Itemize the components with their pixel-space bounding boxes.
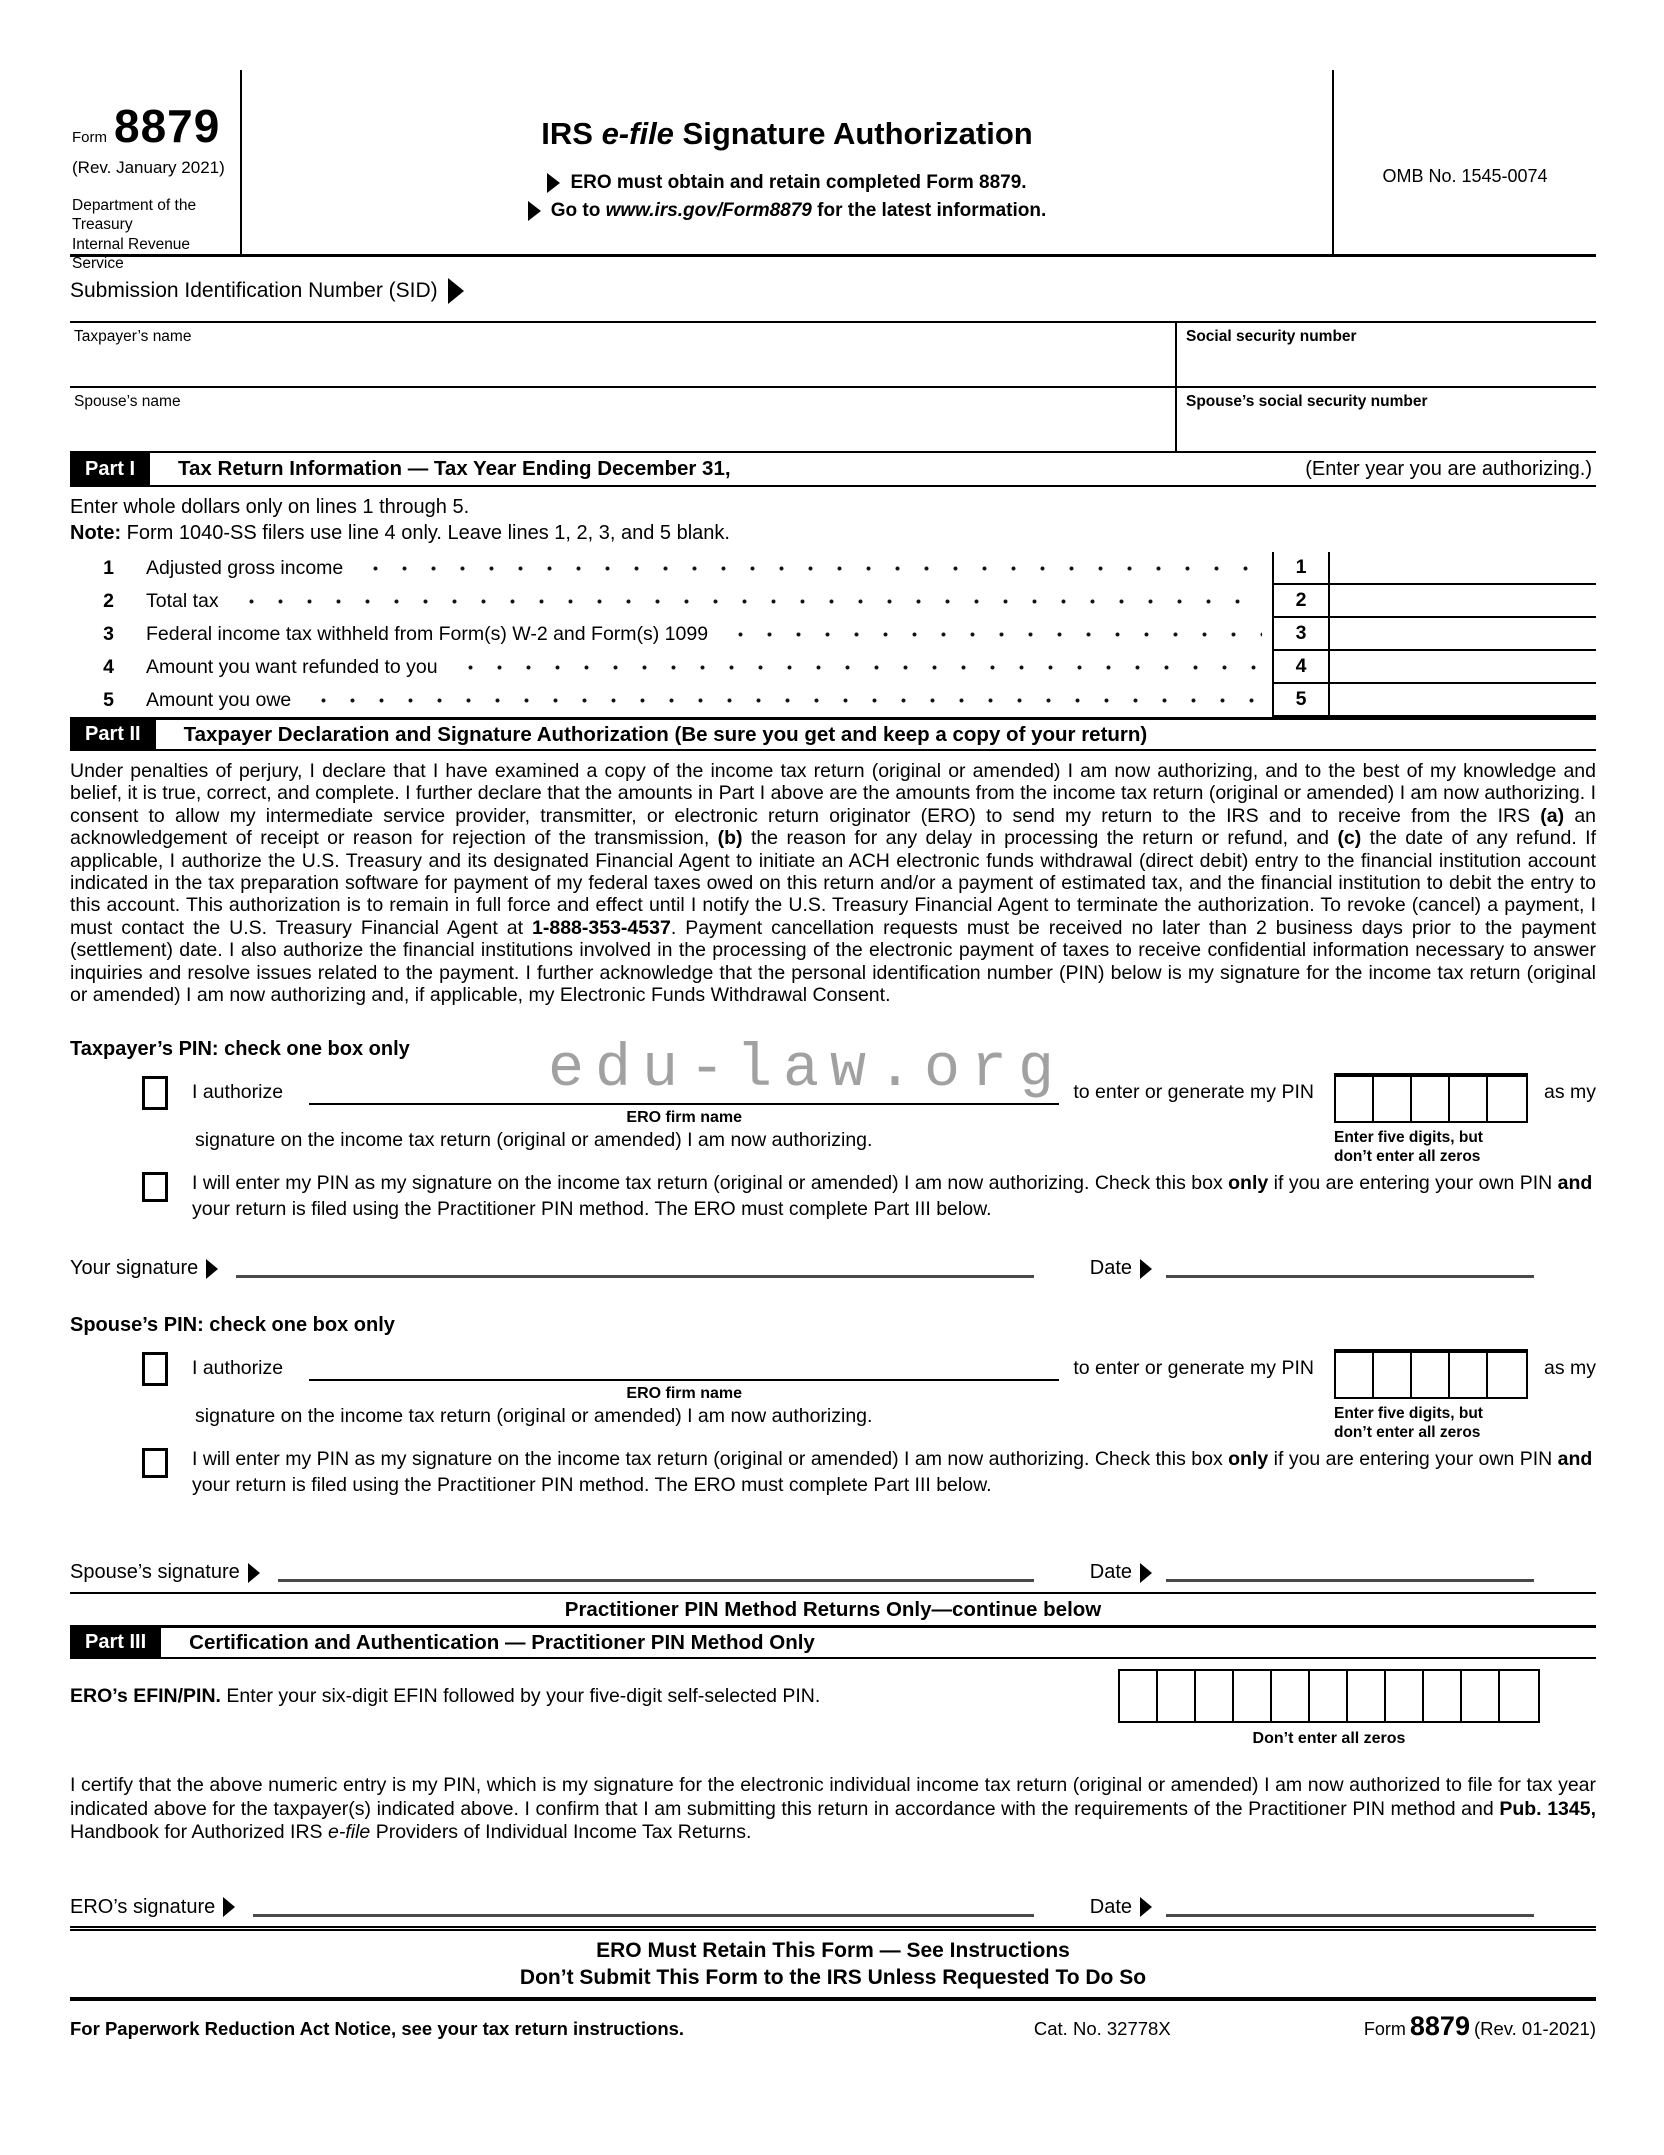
line-number: 5 (103, 689, 114, 711)
line-number-box: 3 (1272, 618, 1330, 651)
line-number: 2 (103, 590, 114, 612)
efin-pin-box (1118, 1669, 1540, 1723)
line-amount-input[interactable] (1330, 684, 1596, 717)
spouse-self-pin-text: I will enter my PIN as my signature on the income tax return (original or amended) I am now authorizing. Check this box only if you are entering your own PIN and your return is filed using the Practitioner PIN method. The ERO must complete Part III below. (192, 1448, 1593, 1497)
part2-header (70, 717, 1596, 751)
line-amount-input[interactable] (1330, 552, 1596, 585)
line-label: Federal income tax withheld from Form(s) W-2 and Form(s) 1099 (146, 623, 709, 645)
ero-firm-name-label: ERO firm name (626, 1109, 742, 1127)
spouse-pin-heading: Spouse’s PIN: check one box only (70, 1314, 395, 1337)
spouse-signature-date-input[interactable] (1166, 1556, 1534, 1582)
dot-leader (357, 552, 1262, 585)
footer-form-number: 8879 (1409, 2010, 1470, 2041)
paperwork-notice: For Paperwork Reduction Act Notice, see your tax return instructions. (70, 2017, 685, 2039)
footer-form-id (1364, 2011, 1596, 2042)
retain-line-1: ERO Must Retain This Form — See Instructions (596, 1938, 1070, 1962)
date-label: Date (1089, 1895, 1132, 1918)
sid-arrow-icon (448, 278, 464, 304)
part1-lines (70, 552, 1596, 717)
efin-lead: ERO’s EFIN/PIN. (70, 1685, 221, 1708)
taxpayer-name-label: Taxpayer’s name (74, 328, 192, 345)
part1-year-note: (Enter year you are authorizing.) (1305, 457, 1592, 480)
taxpayer-pin-cell[interactable] (1450, 1077, 1488, 1121)
taxpayer-authorize-checkbox[interactable] (142, 1076, 168, 1110)
efin-pin-cell[interactable] (1310, 1671, 1348, 1721)
spouse-self-pin-checkbox[interactable] (142, 1448, 168, 1478)
form-title: IRS e-file Signature Authorization (541, 116, 1033, 151)
sid-label: Submission Identification Number (SID) (70, 279, 438, 302)
agency-line-2: Internal Revenue Service (72, 235, 191, 273)
revision-date: (Rev. January 2021) (72, 158, 225, 177)
date-arrow-icon (1140, 1563, 1152, 1583)
date-arrow-icon (1140, 1897, 1152, 1917)
ero-signature-input[interactable] (253, 1891, 1033, 1917)
signature-arrow-icon (248, 1563, 260, 1583)
spouse-pin-cell[interactable] (1412, 1353, 1450, 1397)
efin-pin-cell[interactable] (1234, 1671, 1272, 1721)
date-label: Date (1089, 1257, 1132, 1280)
form-header (70, 70, 1596, 273)
line-number-box: 5 (1272, 684, 1330, 717)
dot-leader (305, 684, 1262, 717)
line-number-box: 4 (1272, 651, 1330, 684)
line-row-3 (70, 618, 1596, 651)
date-arrow-icon (1140, 1259, 1152, 1279)
spouse-ero-firm-name-input[interactable] (309, 1349, 1059, 1381)
page-footer (70, 2001, 1596, 2042)
line-row-1 (70, 552, 1596, 585)
taxpayer-pin-cell[interactable] (1374, 1077, 1412, 1121)
taxpayer-pin-cell[interactable] (1488, 1077, 1526, 1121)
efin-pin-cell[interactable] (1196, 1671, 1234, 1721)
efin-pin-cell[interactable] (1500, 1671, 1538, 1721)
taxpayer-self-pin-checkbox[interactable] (142, 1172, 168, 1202)
authorize-suffix: to enter or generate my PIN (1073, 1357, 1314, 1380)
agency-line-1: Department of the Treasury (72, 197, 197, 234)
authorize-label: I authorize (192, 1081, 284, 1104)
efin-instruction (70, 1669, 820, 1708)
ero-firm-name-input[interactable] (309, 1073, 1059, 1105)
spouse-pin-cell[interactable] (1336, 1353, 1374, 1397)
part1-title: Tax Return Information — Tax Year Ending December 31, (178, 457, 731, 480)
spouse-pin-box (1334, 1349, 1528, 1399)
practitioner-banner: Practitioner PIN Method Returns Only—continue below (70, 1592, 1596, 1625)
dot-leader (452, 651, 1262, 684)
authorize-suffix: to enter or generate my PIN (1073, 1081, 1314, 1104)
line-row-4 (70, 651, 1596, 684)
ssn-label: Social security number (1186, 328, 1357, 345)
efin-text: Enter your six-digit EFIN followed by your five-digit self-selected PIN. (220, 1685, 821, 1708)
line-amount-input[interactable] (1330, 618, 1596, 651)
note-label: Note: (70, 522, 122, 544)
spouse-signature-row (70, 1556, 1596, 1586)
spouse-name-label: Spouse’s name (74, 393, 181, 410)
efin-pin-cell[interactable] (1348, 1671, 1386, 1721)
sid-row (70, 257, 1596, 323)
retain-line-2: Don’t Submit This Form to the IRS Unless Requested To Do So (519, 1965, 1147, 1989)
spouse-name-field[interactable] (70, 388, 1175, 453)
spouse-pin-cell[interactable] (1374, 1353, 1412, 1397)
spouse-ssn-field[interactable] (1175, 388, 1596, 453)
efin-pin-cell[interactable] (1120, 1671, 1158, 1721)
bullet-arrow-icon (547, 173, 560, 193)
omb-block (1332, 70, 1596, 254)
line-row-5 (70, 684, 1596, 717)
spouse-signature-label: Spouse’s signature (70, 1561, 240, 1584)
declaration-paragraph: Under penalties of perjury, I declare that I have examined a copy of the income tax return (original or amended) I am now authorizing, and to the best of my knowledge and belief, it is true, correct, and complete. I further declare that the amounts in Part I above are the amounts from the income tax return (original or amended) I am now authorizing. I consent to allow my intermediate service provider, transmitter, or electronic return originator (ERO) to send my return to the IRS and to receive from the IRS (a) an acknowledgement of receipt or reason for rejection of the transmission, (b) the reason for any delay in processing the return or refund, and (c) the date of any refund. If applicable, I authorize the U.S. Treasury and its designated Financial Agent to initiate an ACH electronic funds withdrawal (direct debit) entry to the financial institution account indicated in the tax preparation software for payment of my federal taxes owed on this return and/or a payment of estimated tax, and the financial institution to debit the entry to this account. This authorization is to remain in full force and effect until I notify the U.S. Treasury Financial Agent to terminate the authorization. To revoke (cancel) a payment, I must contact the U.S. Treasury Financial Agent at 1-888-353-4537. Payment cancellation requests must be received no later than 2 business days prior to the payment (settlement) date. I also authorize the financial institutions involved in the processing of the electronic payment of taxes to receive confidential information necessary to answer inquiries and resolve issues related to the payment. I further acknowledge that the personal identification number (PIN) below is my signature for the income tax return (original or amended) I am now authorizing and, if applicable, my Electronic Funds Withdrawal Consent. (70, 760, 1597, 1007)
ero-signature-date-input[interactable] (1166, 1891, 1534, 1917)
pin-hint-line2: don’t enter all zeros (1333, 1148, 1481, 1166)
line-amount-input[interactable] (1330, 585, 1596, 618)
efin-pin-cell[interactable] (1158, 1671, 1196, 1721)
part1-badge: Part I (70, 453, 150, 485)
pin-hint-line1: Enter five digits, but (1333, 1129, 1483, 1147)
part1-note (70, 522, 1596, 545)
spouse-pin-cell[interactable] (1488, 1353, 1526, 1397)
your-signature-row (70, 1252, 1596, 1282)
form-id-block (70, 70, 242, 273)
ero-firm-name-label: ERO firm name (626, 1385, 742, 1403)
your-signature-input[interactable] (236, 1252, 1034, 1278)
ssn-field[interactable] (1175, 323, 1596, 388)
efin-pin-cell[interactable] (1462, 1671, 1500, 1721)
efin-pin-cell[interactable] (1424, 1671, 1462, 1721)
efin-hint: Don’t enter all zeros (1252, 1730, 1406, 1748)
line-label: Amount you want refunded to you (146, 656, 438, 678)
spouse-self-pin-row (70, 1446, 1596, 1498)
part3-title: Certification and Authentication — Practitioner PIN Method Only (189, 1630, 815, 1654)
taxpayer-pin-heading: Taxpayer’s PIN: check one box only (70, 1038, 410, 1061)
efin-pin-cell[interactable] (1386, 1671, 1424, 1721)
part3-header (70, 1625, 1596, 1659)
instruction-website: Go to www.irs.gov/Form8879 for the latest information. (550, 200, 1047, 221)
footer-revision: (Rev. 01-2021) (1473, 2017, 1596, 2039)
spouse-authorize-continued: signature on the income tax return (original or amended) I am now authorizing. (195, 1405, 873, 1428)
taxpayer-pin-box (1334, 1073, 1528, 1123)
watermark: edu-law.org (548, 1036, 1066, 1104)
instruction-retain: ERO must obtain and retain completed Form 8879. (570, 172, 1027, 193)
line-row-2 (70, 585, 1596, 618)
form-number: 8879 (114, 100, 221, 152)
spouse-ssn-label: Spouse’s social security number (1186, 393, 1428, 410)
as-my-label: as my (1543, 1357, 1596, 1380)
line-number: 1 (103, 557, 114, 579)
spouse-pin-cell[interactable] (1450, 1353, 1488, 1397)
line-label: Total tax (146, 590, 219, 612)
signature-arrow-icon (206, 1259, 218, 1279)
line-label: Adjusted gross income (146, 557, 344, 579)
authorize-label: I authorize (192, 1357, 284, 1380)
your-signature-date-input[interactable] (1166, 1252, 1534, 1278)
part3-badge: Part III (70, 1628, 161, 1657)
signature-arrow-icon (223, 1897, 235, 1917)
line-number: 3 (103, 623, 114, 645)
tax-year-input[interactable] (731, 453, 1306, 485)
title-block (242, 70, 1332, 254)
your-signature-label: Your signature (70, 1257, 199, 1280)
dot-leader (722, 618, 1262, 651)
as-my-label: as my (1543, 1081, 1596, 1104)
spouse-authorize-checkbox[interactable] (142, 1352, 168, 1386)
ero-signature-row (70, 1891, 1596, 1921)
efin-row (70, 1669, 1596, 1748)
part1-header (70, 453, 1596, 487)
spouse-signature-input[interactable] (278, 1556, 1034, 1582)
taxpayer-authorize-continued: signature on the income tax return (original or amended) I am now authorizing. (195, 1129, 873, 1152)
part1-intro: Enter whole dollars only on lines 1 through 5. (70, 496, 470, 518)
footer-form-word: Form (1363, 2018, 1406, 2039)
taxpayer-name-field[interactable] (70, 323, 1175, 388)
line-number-box: 1 (1272, 552, 1330, 585)
catalog-number: Cat. No. 32778X (1033, 2017, 1171, 2039)
date-label: Date (1089, 1561, 1132, 1584)
taxpayer-pin-cell[interactable] (1336, 1077, 1374, 1121)
omb-number: OMB No. 1545-0074 (1382, 166, 1548, 186)
line-label: Amount you owe (146, 689, 292, 711)
note-text: Form 1040-SS filers use line 4 only. Leave lines 1, 2, 3, and 5 blank. (121, 522, 730, 544)
form-word: Form (72, 129, 107, 146)
ero-signature-label: ERO’s signature (70, 1895, 216, 1918)
line-amount-input[interactable] (1330, 651, 1596, 684)
pin-hint-line2: don’t enter all zeros (1333, 1424, 1481, 1442)
part2-badge: Part II (70, 720, 156, 749)
dot-leader (233, 585, 1262, 618)
taxpayer-pin-cell[interactable] (1412, 1077, 1450, 1121)
line-number-box: 2 (1272, 585, 1330, 618)
retain-notice (70, 1926, 1596, 2001)
bullet-arrow-icon (528, 201, 541, 221)
part2-title: Taxpayer Declaration and Signature Authorization (Be sure you get and keep a copy of your return) (183, 722, 1148, 746)
pin-hint-line1: Enter five digits, but (1333, 1405, 1483, 1423)
taxpayer-self-pin-row (70, 1170, 1596, 1222)
taxpayer-self-pin-text: I will enter my PIN as my signature on the income tax return (original or amended) I am now authorizing. Check this box only if you are entering your own PIN and your return is filed using the Practitioner PIN method. The ERO must complete Part III below. (192, 1172, 1593, 1221)
efin-pin-cell[interactable] (1272, 1671, 1310, 1721)
certification-paragraph: I certify that the above numeric entry is my PIN, which is my signature for the electronic individual income tax return (original or amended) I am now authorized to file for tax year indicated above for the taxpayer(s) indicated above. I confirm that I am submitting this return in accordance with the requirements of the Practitioner PIN method and Pub. 1345, Handbook for Authorized IRS e-file Providers of Individual Income Tax Returns. (70, 1774, 1597, 1844)
sid-input[interactable] (464, 271, 1596, 311)
line-number: 4 (103, 656, 114, 678)
names-table (70, 323, 1596, 453)
